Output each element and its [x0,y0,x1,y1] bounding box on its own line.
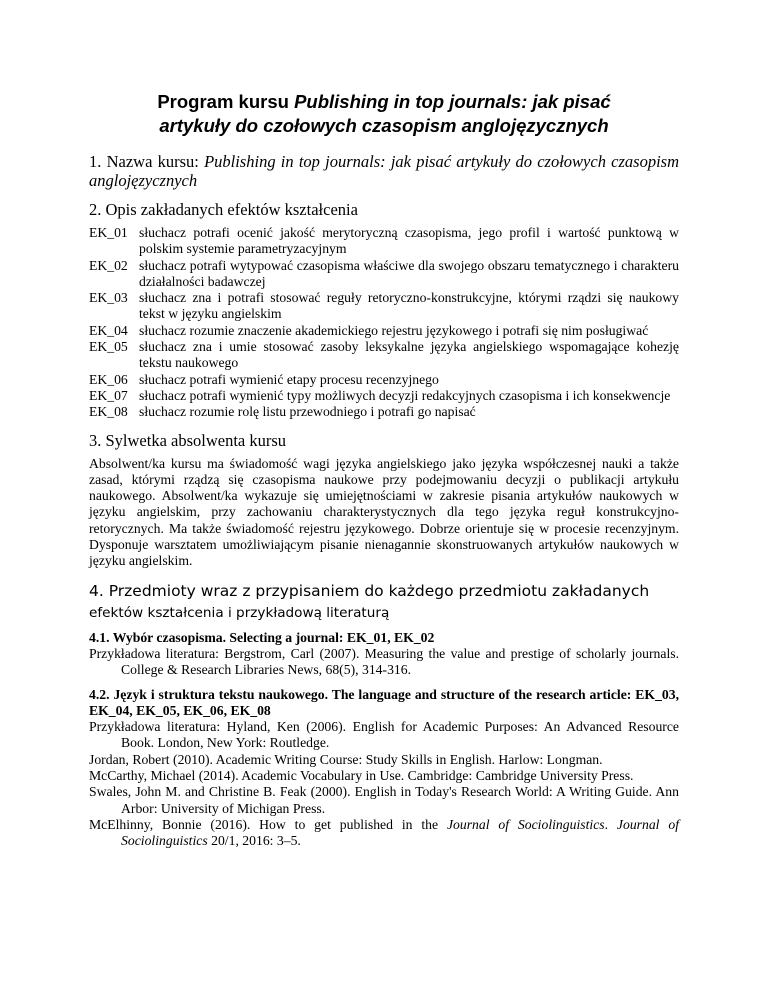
lit-journal-title-2: Journal of Sociolinguistics [121,816,679,849]
outcome-code: EK_04 [89,322,128,338]
title-prefix: Program kursu [157,91,295,112]
outcome-text: słuchacz zna i umie stosować zasoby leksykalne języka angielskiego wspomagające kohezję tekstu naukowego [139,339,679,371]
title-italic-1: Publishing in top journals: jak pisać [294,91,611,112]
outcome-item [89,339,679,372]
outcome-item [89,372,679,388]
lit-journal-title: Journal of Sociolinguistics [446,816,605,832]
subsection-4-1-heading: 4.1. Wybór czasopisma. Selecting a journal: EK_01, EK_02 [89,629,435,645]
literature-entry: McCarthy, Michael (2014). Academic Vocabulary in Use. Cambridge: Cambridge University Press. [89,768,634,784]
page-title [89,90,679,138]
graduate-profile-paragraph: Absolwent/ka kursu ma świadomość wagi języka angielskiego jako języka współczesnej nauki a także zasad, którymi rządzą się czasopisma naukowe przy podejmowaniu decyzji o publikacji artykułu naukowego. Absolwent/ka wykazuje się umiejętnościami w zakresie pisania artykułów naukowych w języku angielskim, przy zachowaniu charakterystycznych dla tego języka reguł konstrukcyjno-retorycznych. Ma także świadomość rejestru językowego. Dobrze orientuje się w procesie recenzyjnym. Dysponuje warsztatem umożliwiającym pisanie nienagannie skonstruowanych artykułów naukowych w języku angielskim. [89,455,679,569]
outcome-code: EK_07 [89,387,128,403]
literature-entry-last [89,817,679,850]
outcome-code: EK_06 [89,371,128,387]
literature-entry: Jordan, Robert (2010). Academic Writing Course: Study Skills in English. Harlow: Longman. [89,751,603,767]
outcome-text: słuchacz potrafi wymienić etapy procesu recenzyjnego [139,371,439,387]
lit-middle: . [604,816,617,832]
section-4-heading: 4. Przedmioty wraz z przypisaniem do każdego przedmiotu zakładanych [89,581,650,600]
section-3-heading: 3. Sylwetka absolwenta kursu [89,430,287,450]
outcome-code: EK_03 [89,290,128,306]
outcome-item [89,290,679,323]
document-page [89,90,679,850]
outcome-item [89,225,679,258]
outcome-item [89,258,679,291]
outcome-text: słuchacz rozumie rolę listu przewodniego i potrafi go napisać [139,404,476,420]
outcome-item [89,323,679,339]
outcome-text: słuchacz rozumie znaczenie akademickiego rejestru językowego i potrafi się nim posługiwać [139,322,649,338]
outcome-item [89,404,679,420]
outcome-text: słuchacz potrafi wymienić typy możliwych decyzji redakcyjnych czasopisma i ich konsekwencje [139,387,671,403]
outcome-text: słuchacz potrafi wytypować czasopisma właściwe dla swojego obszaru tematycznego i charakteru działalności badawczej [139,257,679,289]
outcome-code: EK_01 [89,225,128,240]
lit-before: McElhinny, Bonnie (2016). How to get published in the [89,816,447,832]
subsection-4-2-heading: 4.2. Język i struktura tekstu naukowego. The language and structure of the research article: EK_03, EK_04, EK_05, EK_06, EK_08 [89,686,679,718]
outcome-code: EK_05 [89,339,128,355]
section-4-heading-line-2: efektów kształcenia i przykładową literaturą [89,604,390,621]
section-1-course-name: Publishing in top journals: jak pisać artykuły do czołowych czasopism anglojęzycznych [89,152,679,190]
literature-entry: Przykładowa literatura: Hyland, Ken (2006). English for Academic Purposes: An Advanced Resource Book. London, New York: Routledge. [89,719,679,751]
outcome-text: słuchacz potrafi ocenić jakość merytoryczną czasopisma, jego profil i wartość punktową w polskim systemie parametryzacyjnym [139,225,679,257]
lit-after: 20/1, 2016: 3–5. [207,833,301,849]
literature-entry: Przykładowa literatura: Bergstrom, Carl (2007). Measuring the value and prestige of scholarly journals. College & Research Libraries News, 68(5), 314-316. [89,645,679,678]
section-2-heading: 2. Opis zakładanych efektów kształcenia [89,200,358,219]
outcome-text: słuchacz zna i potrafi stosować reguły retoryczno-konstrukcyjne, którymi rządzi się naukowy tekst w języku angielskim [139,290,679,322]
section-1-heading [89,152,679,190]
title-italic-2: artykuły do czołowych czasopism anglojęzycznych [159,115,609,136]
literature-entry: Swales, John M. and Christine B. Feak (2000). English in Today's Research World: A Writing Guide. Ann Arbor: University of Michigan Press. [89,784,679,816]
outcome-code: EK_08 [89,404,128,420]
learning-outcomes-list [89,225,679,421]
outcome-item [89,388,679,404]
section-1-prefix: 1. Nazwa kursu: [89,152,205,171]
outcome-code: EK_02 [89,257,128,273]
